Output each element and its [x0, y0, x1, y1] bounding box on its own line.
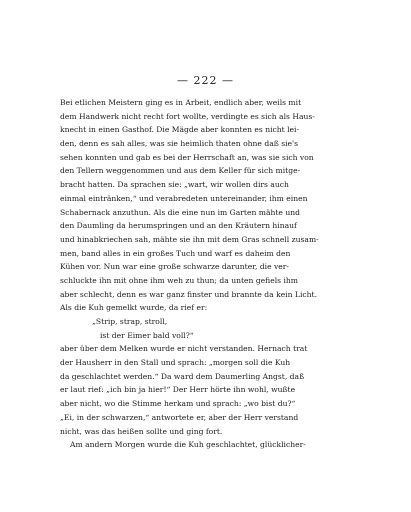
text-line: Als die Kuh gemelkt wurde, da rief er: [60, 303, 208, 313]
text-line: Bei etlichen Meistern ging es in Arbeit, endlich aber, weils mit [60, 98, 302, 107]
body-text [60, 96, 350, 452]
page-number: — 222 — [177, 74, 234, 87]
text-line: aber über dem Melken wurde er nicht verstanden. Hernach trat [60, 344, 308, 354]
text-line: „Ei, in der schwarzen,“ antwortete er, aber der Herr verstand [60, 412, 299, 422]
text-line: aber nicht, wo die Stimme herkam und sprach: „wo bist du?“ [60, 399, 296, 409]
text-line: knecht in einen Gasthof. Die Mägde aber konnten es nicht lei- [60, 125, 300, 135]
text-line: Am andern Morgen wurde die Kuh geschlachtet, glücklicher- [70, 440, 306, 450]
text-line: da geschlachtet werden.“ Da ward dem Daumerling Angst, daß [60, 371, 305, 381]
text-line: nicht, was das heißen sollte und ging fort. [60, 426, 223, 436]
text-line: „Strip, strap, stroll, [92, 317, 168, 326]
text-line: den Daumling da herumspringen und an den Kräutern hinauf [60, 221, 297, 231]
text-line: Kühen vor. Nun war eine große schwarze darunter, die ver- [60, 262, 289, 272]
text-line: er laut rief: „ich bin ja hier!“ Der Herr hörte ihn wohl, wußte [60, 385, 296, 395]
text-line: aber schlecht, denn es war ganz finster und brannte da kein Licht. [60, 289, 318, 299]
text-line: und hinabkriechen sah, mähte sie ihn mit dem Gras schnell zusam- [60, 234, 319, 244]
text-line: sehen konnten und gab es bei der Herrschaft an, was sie sich von [60, 152, 314, 162]
text-line: den, denn es sah alles, was sie heimlich thaten ohne daß sie's [60, 139, 299, 149]
text-line: den Tellern weggenommen und aus dem Keller für sich mitge- [60, 166, 301, 176]
text-line: men, band alles in ein großes Tuch und warf es daheim den [60, 248, 291, 258]
text-line: einmal eintränken,“ und verabredeten untereinander, ihm einen [60, 193, 308, 203]
text-line: dem Handwerk nicht recht fort wollte, verdingte es sich als Haus- [60, 111, 315, 121]
text-line: der Hausherr in den Stall und sprach: „morgen soll die Kuh [60, 358, 291, 368]
text-line: Schabernack anzuthun. Als die eine nun im Garten mähte und [60, 207, 300, 217]
text-line: schluckte ihn mit ohne ihm weh zu thun; da unten gefiels ihm [60, 275, 298, 285]
text-line: ist der Eimer bald voll?“ [100, 330, 194, 340]
text-line: bracht hatten. Da sprachen sie: „wart, wir wollen dirs auch [60, 180, 289, 190]
